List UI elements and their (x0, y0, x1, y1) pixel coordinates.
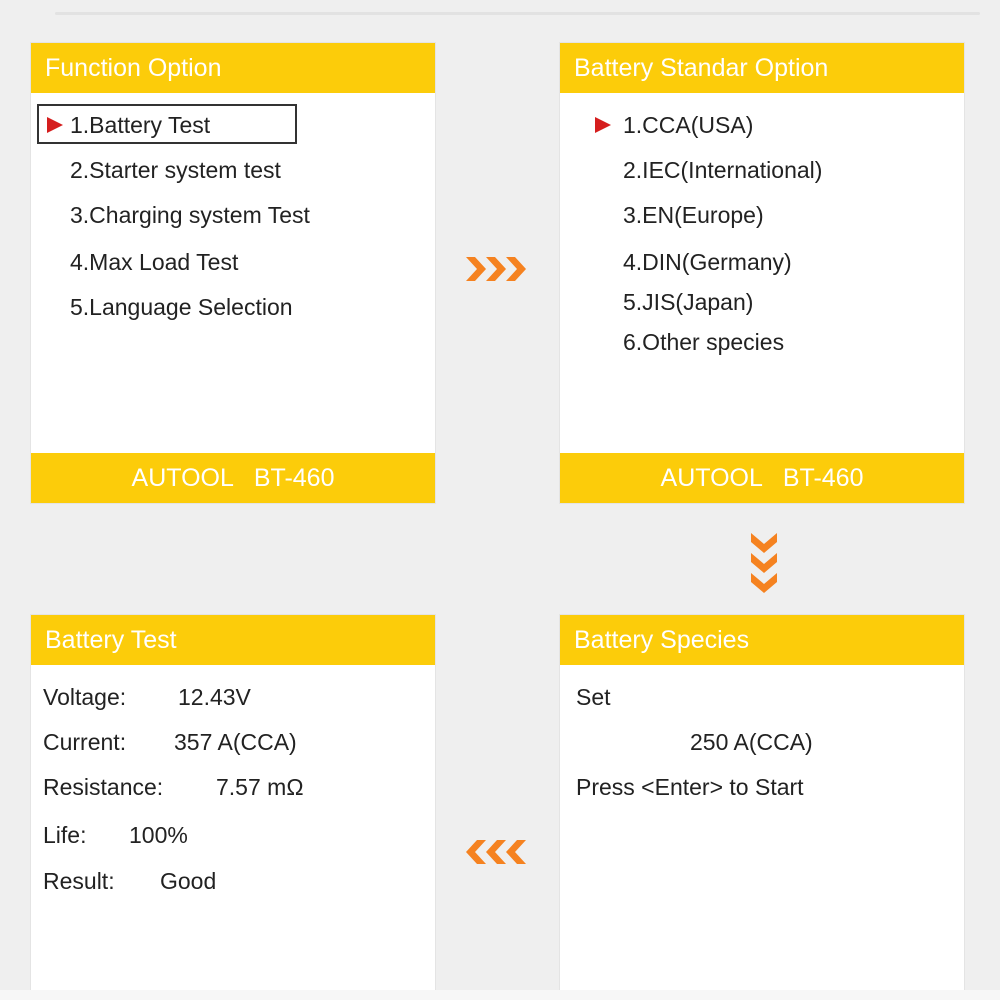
battery-standard-title: Battery Standar Option (560, 43, 964, 93)
standard-item-cca[interactable]: 1.CCA(USA) (623, 112, 754, 138)
menu-item-charging-test[interactable]: 3.Charging system Test (70, 202, 310, 228)
triple-chevron-down-icon (751, 533, 777, 595)
battery-test-screen (31, 615, 435, 995)
battery-test-title: Battery Test (31, 615, 435, 665)
voltage-label: Voltage: (43, 684, 127, 710)
resistance-value: 7.57 mΩ (216, 774, 304, 800)
triple-chevron-right-icon (466, 257, 530, 281)
resistance-label: Resistance: (43, 774, 164, 800)
voltage-value: 12.43V (178, 684, 251, 710)
menu-item-starter-test[interactable]: 2.Starter system test (70, 157, 281, 183)
menu-item-battery-test[interactable]: 1.Battery Test (70, 112, 211, 138)
standard-item-din[interactable]: 4.DIN(Germany) (623, 249, 792, 275)
current-label: Current: (43, 729, 127, 755)
standard-item-en[interactable]: 3.EN(Europe) (623, 202, 764, 228)
standard-item-other[interactable]: 6.Other species (623, 329, 785, 355)
device-model-footer: AUTOOL BT-460 (560, 453, 964, 503)
triangle-right-icon (47, 117, 63, 133)
set-label: Set (576, 684, 611, 710)
start-prompt: Press <Enter> to Start (576, 774, 804, 800)
function-option-title: Function Option (31, 43, 435, 93)
triple-chevron-left-icon (466, 840, 530, 864)
life-label: Life: (43, 822, 87, 848)
standard-item-iec[interactable]: 2.IEC(International) (623, 157, 823, 183)
result-label: Result: (43, 868, 115, 894)
function-option-screen (31, 43, 435, 503)
life-value: 100% (129, 822, 188, 848)
battery-standard-screen (560, 43, 964, 503)
top-divider (55, 12, 980, 15)
set-value[interactable]: 250 A(CCA) (690, 729, 813, 755)
result-value: Good (160, 868, 217, 894)
device-model-footer: AUTOOL BT-460 (31, 453, 435, 503)
current-value: 357 A(CCA) (174, 729, 297, 755)
battery-species-title: Battery Species (560, 615, 964, 665)
bottom-divider (0, 990, 1000, 1000)
battery-species-screen (560, 615, 964, 995)
standard-item-jis[interactable]: 5.JIS(Japan) (623, 289, 754, 315)
menu-item-max-load-test[interactable]: 4.Max Load Test (70, 249, 239, 275)
menu-item-language-selection[interactable]: 5.Language Selection (70, 294, 293, 320)
triangle-right-icon (595, 117, 611, 133)
